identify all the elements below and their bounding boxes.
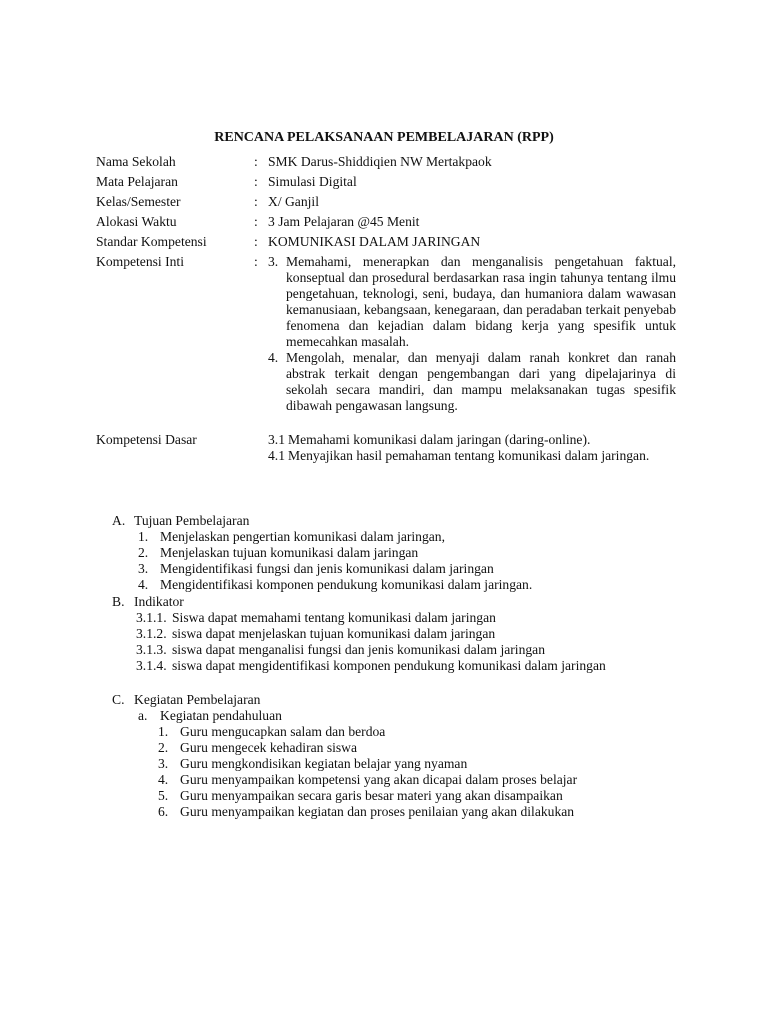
list-item [136, 642, 692, 658]
list-item [136, 626, 692, 642]
item-text: Guru menyampaikan secara garis besar materi yang akan disampaikan [180, 788, 563, 803]
section-letter: B. [112, 594, 125, 609]
item-text: siswa dapat menganalisi fungsi dan jenis komunikasi dalam jaringan [172, 642, 545, 657]
indikator-list [136, 610, 692, 674]
identity-label: Alokasi Waktu [96, 214, 177, 229]
item-text: Menjelaskan pengertian komunikasi dalam jaringan, [160, 529, 446, 544]
item-number: 6. [158, 804, 169, 819]
item-text: Guru mengecek kehadiran siswa [180, 740, 358, 755]
subsection-heading [138, 708, 692, 724]
section-heading [112, 594, 692, 610]
item-number: 3.1.4. [136, 658, 167, 673]
kegiatan-list [158, 724, 692, 820]
identity-label: Nama Sekolah [96, 154, 176, 169]
list-item [158, 788, 692, 804]
item-number: 3.1.1. [136, 610, 167, 625]
identity-label: Standar Kompetensi [96, 234, 207, 249]
item-text: Mengidentifikasi komponen pendukung komunikasi dalam jaringan. [160, 577, 533, 592]
kompetensi-inti-row [96, 254, 676, 414]
item-text: Guru menyampaikan kegiatan dan proses penilaian yang akan dilakukan [180, 804, 575, 819]
item-number: 3. [158, 756, 169, 771]
identity-row [96, 154, 676, 170]
identity-colon: : [254, 214, 258, 229]
item-number: 4. [158, 772, 169, 787]
list-item [268, 350, 676, 414]
section-letter: C. [112, 692, 125, 707]
list-item [136, 658, 692, 674]
kompetensi-dasar-row [96, 432, 676, 464]
identity-value: KOMUNIKASI DALAM JARINGAN [268, 234, 481, 249]
kompetensi-inti [96, 254, 676, 414]
section-indikator [112, 594, 692, 674]
identity-value: 3 Jam Pelajaran @45 Menit [268, 214, 420, 229]
list-item [268, 448, 676, 464]
identity-row [96, 194, 676, 210]
item-number: 1. [158, 724, 169, 739]
kompetensi-inti-list [268, 254, 676, 414]
identity-colon: : [254, 234, 258, 249]
section-letter: A. [112, 513, 126, 528]
list-item [138, 545, 692, 561]
item-number: 4. [138, 577, 149, 592]
list-item [138, 561, 692, 577]
list-item [138, 529, 692, 545]
list-item [136, 610, 692, 626]
list-item [138, 577, 692, 593]
section-title: Kegiatan Pembelajaran [134, 692, 261, 707]
list-item [268, 254, 676, 350]
identity-row [96, 234, 676, 250]
item-text: Siswa dapat memahami tentang komunikasi dalam jaringan [172, 610, 496, 625]
item-text: Guru menyampaikan kompetensi yang akan dicapai dalam proses belajar [180, 772, 578, 787]
identity-value: X/ Ganjil [268, 194, 319, 209]
item-number: 2. [138, 545, 149, 560]
item-number: 4.1 [268, 448, 285, 463]
item-text: Menyajikan hasil pemahaman tentang komunikasi dalam jaringan. [288, 448, 650, 463]
kompetensi-dasar [96, 432, 676, 464]
item-text: Mengidentifikasi fungsi dan jenis komunikasi dalam jaringan [160, 561, 494, 576]
identity-value: SMK Darus-Shiddiqien NW Mertakpaok [268, 154, 492, 169]
list-item [158, 772, 692, 788]
kompetensi-dasar-label: Kompetensi Dasar [96, 432, 197, 447]
identity-colon: : [254, 174, 258, 189]
section-title: Tujuan Pembelajaran [134, 513, 250, 528]
item-text: Menjelaskan tujuan komunikasi dalam jaringan [160, 545, 419, 560]
item-number: 3. [268, 254, 279, 269]
section-heading [112, 513, 692, 529]
section-title: Indikator [134, 594, 184, 609]
item-text: siswa dapat menjelaskan tujuan komunikasi dalam jaringan [172, 626, 496, 641]
item-number: 5. [158, 788, 169, 803]
identity-colon: : [254, 194, 258, 209]
item-text: Mengolah, menalar, dan menyaji dalam ranah konkret dan ranah abstrak terkait dengan pengembangan dari yang dipelajarinya di sekolah secara mandiri, dan mampu melaksanakan tugas spesifik dibawah pengawasan langsung. [286, 350, 676, 413]
item-number: 3.1.2. [136, 626, 167, 641]
subsection-letter: a. [138, 708, 148, 723]
item-text: siswa dapat mengidentifikasi komponen pendukung komunikasi dalam jaringan [172, 658, 606, 673]
subsection-title: Kegiatan pendahuluan [160, 708, 282, 723]
list-item [158, 804, 692, 820]
item-number: 4. [268, 350, 279, 365]
identity-label: Mata Pelajaran [96, 174, 178, 189]
list-item [158, 756, 692, 772]
item-number: 3. [138, 561, 149, 576]
item-number: 1. [138, 529, 149, 544]
item-text: Memahami komunikasi dalam jaringan (daring-online). [288, 432, 591, 447]
item-text: Guru mengkondisikan kegiatan belajar yang nyaman [180, 756, 468, 771]
item-text: Guru mengucapkan salam dan berdoa [180, 724, 386, 739]
list-item [158, 724, 692, 740]
tujuan-list [138, 529, 692, 593]
document-title: RENCANA PELAKSANAAN PEMBELAJARAN (RPP) [214, 130, 554, 145]
kompetensi-dasar-list [268, 432, 676, 464]
kompetensi-inti-label: Kompetensi Inti [96, 254, 184, 269]
item-number: 2. [158, 740, 169, 755]
identity-label: Kelas/Semester [96, 194, 181, 209]
section-kegiatan [112, 692, 692, 820]
list-item [268, 432, 676, 448]
identity-row [96, 214, 676, 230]
kompetensi-inti-colon: : [254, 254, 258, 269]
identity-colon: : [254, 154, 258, 169]
item-number: 3.1 [268, 432, 285, 447]
item-number: 3.1.3. [136, 642, 167, 657]
list-item [158, 740, 692, 756]
section-tujuan [112, 513, 692, 593]
identity-value: Simulasi Digital [268, 174, 357, 189]
identity-row [96, 174, 676, 190]
section-heading [112, 692, 692, 708]
item-text: Memahami, menerapkan dan menganalisis pengetahuan faktual, konseptual dan prosedural berdasarkan rasa ingin tahunya tentang ilmu pengetahuan, teknologi, seni, budaya, dan humaniora dalam wawasan kemanusiaan, kebangsaan, kenegaraan, dan peradaban terkait penyebab fenomena dan kejadian dalam bidang kerja yang spesifik untuk memecahkan masalah. [286, 254, 676, 349]
identity-table [96, 154, 676, 250]
